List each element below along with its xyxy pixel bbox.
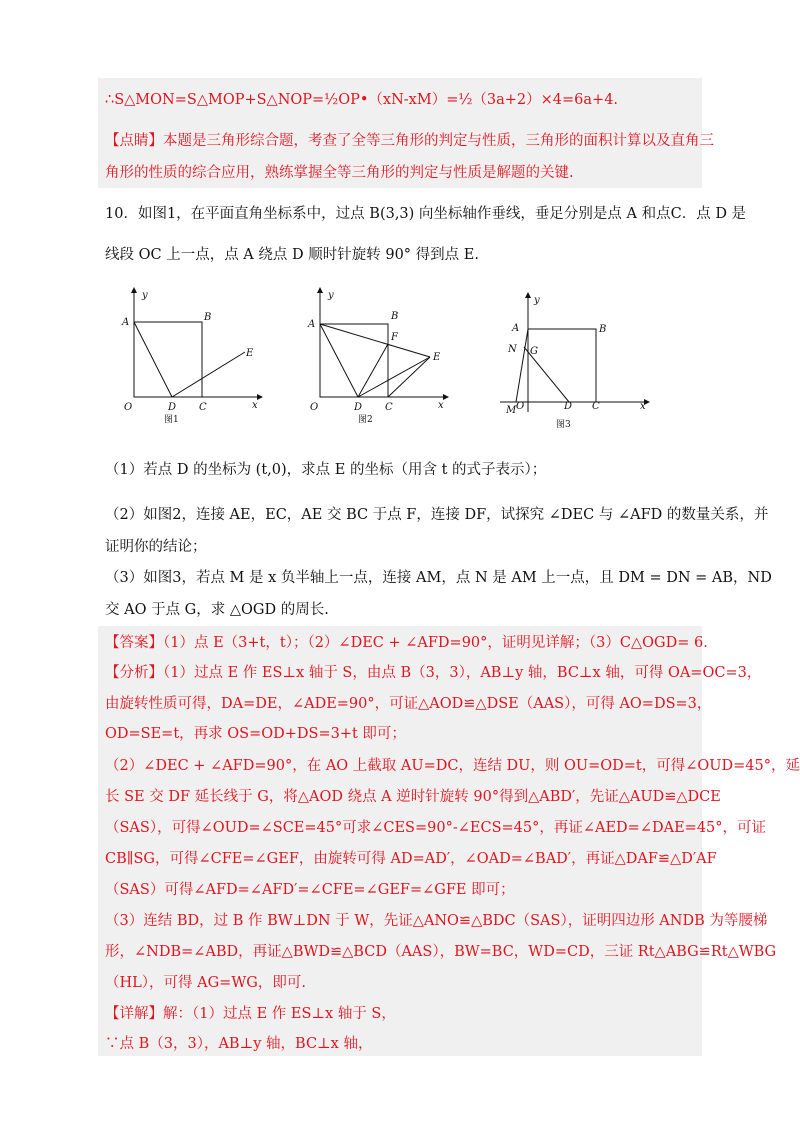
fig2-label-a: A: [308, 319, 316, 330]
comment-line-2: 角形的性质的综合应用，熟练掌握全等三角形的判定与性质是解题的关键.: [105, 165, 574, 181]
fig2-label-y: y: [328, 290, 334, 301]
analysis-line-1: 【分析】（1）过点 E 作 ES⊥x 轴于 S，由点 B（3，3），AB⊥y 轴，BC⊥x 轴，可得 OA=OC=3，: [105, 665, 762, 681]
analysis-line-10: 形，∠NDB=∠ABD，再证△BWD≌△BCD（AAS），BW=BC，WD=CD，三证 Rt△ABG≌Rt△WBG: [105, 944, 777, 960]
fig1-label-x: x: [252, 400, 258, 411]
figure-2: [290, 282, 460, 436]
fig3-label-x: x: [640, 401, 646, 412]
fig1-label-y: y: [142, 290, 148, 301]
fig1-label-c: C: [199, 402, 207, 413]
area-formula-line: ∴S△MON=S△MOP+S△NOP=½OP•（xN-xM）=½（3a+2）×4=6a+4.: [105, 92, 619, 108]
figure-3: [492, 287, 662, 441]
problem-10-line-2: 线段 OC 上一点，点 A 绕点 D 顺时针旋转 90° 得到点 E.: [105, 247, 479, 263]
fig2-label-f: F: [391, 332, 398, 343]
fig3-caption: 图3: [556, 420, 571, 430]
fig1-label-o: O: [124, 402, 133, 413]
fig2-label-e: E: [433, 352, 441, 363]
fig2-label-o: O: [310, 402, 319, 413]
analysis-line-7: CB∥SG，可得∠CFE=∠GEF，由旋转可得 AD=AD′，∠OAD=∠BAD′，再证△DAF≌△D′AF: [105, 851, 717, 867]
fig1-caption: 图1: [164, 415, 179, 425]
fig2-label-d: D: [354, 402, 363, 413]
fig3-label-d: D: [564, 401, 573, 412]
fig3-label-m: M: [506, 405, 517, 416]
analysis-line-4: （2）∠DEC + ∠AFD=90°，在 AO 上截取 AU=DC，连结 DU，则 OU=OD=t，可得∠OUD=45°，延: [105, 758, 800, 774]
question-3-line-1: （3）如图3，若点 M 是 x 负半轴上一点，连接 AM，点 N 是 AM 上一点，且 DM = DN = AB，ND: [105, 570, 772, 586]
question-2-line-2: 证明你的结论；: [105, 539, 207, 555]
figure-1: [100, 282, 270, 436]
fig1-label-e: E: [246, 348, 254, 359]
fig3-label-c: C: [592, 401, 600, 412]
fig3-label-o: O: [516, 401, 525, 412]
fig1-label-d: D: [168, 402, 177, 413]
question-2-line-1: （2）如图2，连接 AE，EC，AE 交 BC 于点 F，连接 DF，试探究 ∠DEC 与 ∠AFD 的数量关系，并: [105, 507, 769, 523]
detail-line-1: 【详解】解：（1）过点 E 作 ES⊥x 轴于 S，: [105, 1006, 396, 1022]
fig2-label-c: C: [385, 402, 393, 413]
fig3-label-y: y: [534, 295, 540, 306]
analysis-line-2: 由旋转性质可得，DA=DE，∠ADE=90°，可证△AOD≌△DSE（AAS），可得 AO=DS=3，: [105, 696, 712, 712]
detail-line-2: ∵点 B（3，3），AB⊥y 轴，BC⊥x 轴，: [105, 1036, 373, 1052]
question-3-line-2: 交 AO 于点 G，求 △OGD 的周长.: [105, 602, 329, 618]
answer-line: 【答案】（1）点 E（3+t，t）；（2）∠DEC + ∠AFD=90°，证明见详解；（3）C△OGD= 6．: [105, 635, 718, 651]
fig3-label-b: B: [599, 324, 607, 335]
question-1: （1）若点 D 的坐标为 (t,0)，求点 E 的坐标（用含 t 的式子表示）；: [105, 462, 547, 478]
fig3-label-n: N: [508, 344, 517, 355]
analysis-line-3: OD=SE=t，再求 OS=OD+DS=3+t 即可；: [105, 726, 406, 742]
analysis-line-5: 长 SE 交 DF 延长线于 G，将△AOD 绕点 A 逆时针旋转 90°得到△ABD′，先证△AUD≌△DCE: [105, 789, 721, 805]
comment-line-1: 【点睛】本题是三角形综合题，考查了全等三角形的判定与性质，三角形的面积计算以及直角三: [105, 133, 714, 149]
fig2-label-x: x: [438, 400, 444, 411]
fig2-caption: 图2: [358, 415, 373, 425]
fig1-label-b: B: [204, 312, 212, 323]
analysis-line-11: （HL），可得 AG=WG，即可.: [105, 975, 306, 991]
analysis-line-8: （SAS）可得∠AFD=∠AFD′=∠CFE=∠GEF=∠GFE 即可；: [105, 882, 515, 898]
fig2-label-b: B: [391, 311, 399, 322]
fig1-label-a: A: [122, 317, 130, 328]
analysis-line-9: （3）连结 BD，过 B 作 BW⊥DN 于 W，先证△ANO≌△BDC（SAS），证明四边形 ANDB 为等腰梯: [105, 913, 768, 929]
problem-10-line-1: 10．如图1，在平面直角坐标系中，过点 B(3,3) 向坐标轴作垂线，垂足分别是点 A 和点C．点 D 是: [105, 206, 747, 222]
fig3-label-a: A: [512, 323, 520, 334]
fig3-label-g: G: [530, 346, 538, 357]
analysis-line-6: （SAS），可得∠OUD=∠SCE=45°可求∠CES=90°-∠ECS=45°，再证∠AED=∠DAE=45°，可证: [105, 820, 767, 836]
